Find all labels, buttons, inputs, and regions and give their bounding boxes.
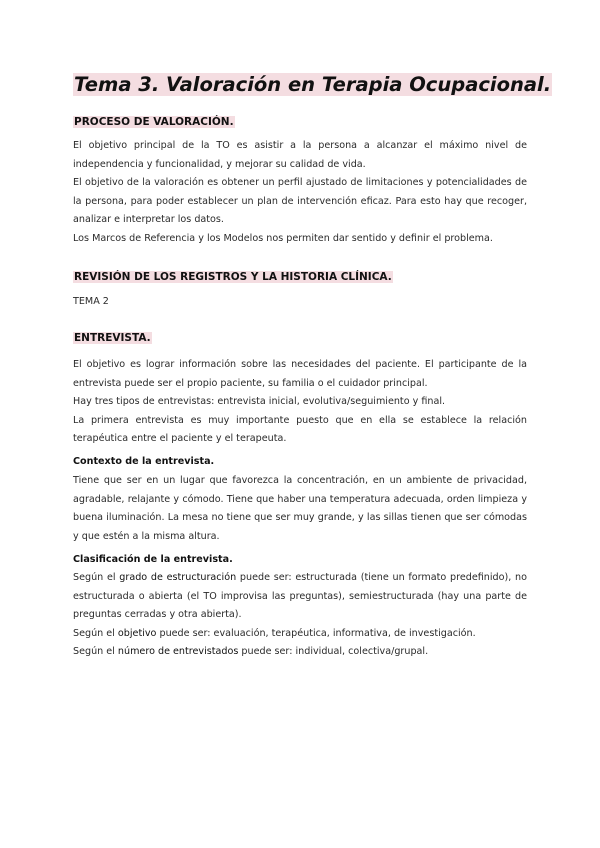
heading-proceso-text: PROCESO DE VALORACIÓN. [74, 116, 234, 128]
clasificacion-line-2-prefix: Según el [73, 627, 118, 639]
clasificacion-line-1 [73, 569, 527, 625]
heading-proceso [73, 115, 235, 130]
proceso-body [73, 137, 527, 248]
heading-revision-text: REVISIÓN DE LOS REGISTROS Y LA HISTORIA CLÍNICA. [74, 271, 392, 283]
revision-text: TEMA 2 [73, 296, 109, 307]
clasificacion-line-3-rest: puede ser: individual, colectiva/grupal. [238, 646, 429, 657]
contexto-paragraph-1: Tiene que ser en un lugar que favorezca la concentración, en un ambiente de privacidad, agradable, relajante y cómodo. Tiene que haber una temperatura adecuada, orden limpieza y buena iluminación. La mesa no tiene que ser muy grande, y las sillas tienen que ser cómodas y que estén a la misma altura. [73, 475, 527, 542]
proceso-paragraph-3: Los Marcos de Referencia y los Modelos nos permiten dar sentido y definir el problema. [73, 232, 493, 244]
clasificacion-line-3-emphasis: número de entrevistados [117, 646, 239, 657]
clasificacion-body [73, 569, 527, 662]
title-text: Tema 3. Valoración en Terapia Ocupacional. [74, 73, 552, 96]
heading-clasificacion: Clasificación de la entrevista. [73, 554, 233, 565]
clasificacion-line-1-rest: puede ser: estructurada (tiene un formato predefinido), no estructurada o abierta (el TO improvisa las preguntas), semiestructurada (hay una parte de preguntas cerradas y otra abierta). [73, 572, 527, 620]
heading-revision [73, 270, 393, 285]
clasificacion-line-1-emphasis: grado de estructuración [119, 572, 237, 583]
entrevista-paragraph-1: El objetivo es lograr información sobre las necesidades del paciente. El participante de la entrevista puede ser el propio paciente, su familia o el cuidador principal. [73, 359, 527, 389]
entrevista-body [73, 356, 527, 449]
heading-contexto: Contexto de la entrevista. [73, 456, 215, 467]
heading-entrevista [73, 331, 152, 346]
clasificacion-line-2-emphasis: objetivo [117, 627, 157, 639]
proceso-paragraph-1: El objetivo principal de la TO es asistir a la persona a alcanzar el máximo nivel de independencia y funcionalidad, y mejorar su calidad de vida. [73, 140, 527, 170]
entrevista-paragraph-2: Hay tres tipos de entrevistas: entrevista inicial, evolutiva/seguimiento y final. [73, 396, 446, 407]
entrevista-paragraph-3: La primera entrevista es muy importante puesto que en ella se establece la relación terapéutica entre el paciente y el terapeuta. [73, 414, 527, 444]
heading-entrevista-text: ENTREVISTA. [74, 332, 151, 344]
contexto-body [73, 472, 527, 546]
clasificacion-line-3-prefix: Según el [73, 646, 118, 657]
clasificacion-line-2-rest: puede ser: evaluación, terapéutica, informativa, de investigación. [156, 627, 476, 639]
document-title [73, 72, 552, 98]
clasificacion-line-2 [73, 625, 527, 644]
proceso-paragraph-2: El objetivo de la valoración es obtener un perfil ajustado de limitaciones y potencialidades de la persona, para poder establecer un plan de intervención eficaz. Para esto hay que recoger, analizar e interpretar los datos. [73, 177, 527, 225]
clasificacion-line-3 [73, 643, 527, 662]
clasificacion-line-1-prefix: Según el [73, 572, 120, 583]
